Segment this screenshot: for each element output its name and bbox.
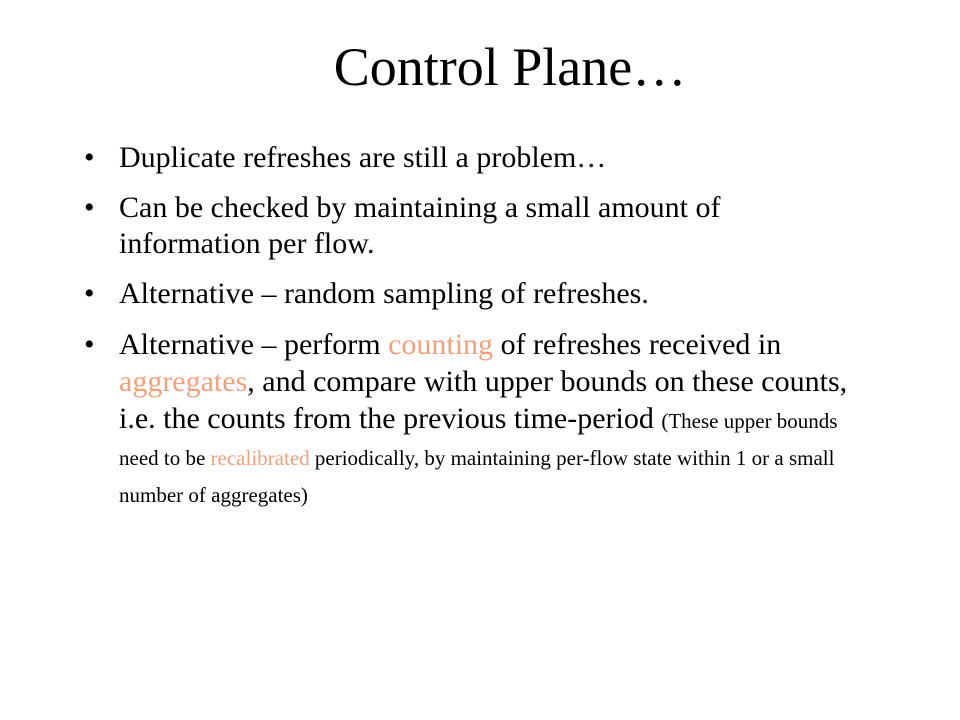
bullet-dot: • <box>84 141 95 174</box>
bullet-text: Alternative – random sampling of refreshes. <box>119 277 649 310</box>
note-text-part: periodically, by maintaining per-flow state within 1 or a small number of aggregates) <box>119 446 835 507</box>
bullet-list <box>84 140 864 525</box>
bullet-text: Can be checked by maintaining a small amount of information per flow. <box>119 191 721 260</box>
bullet-item <box>84 190 864 262</box>
note-text-part: (These upper bounds need to be <box>119 409 838 470</box>
bullet-dot: • <box>84 191 95 224</box>
bullet-item <box>84 140 864 176</box>
bullet-dot: • <box>84 277 95 310</box>
slide-title: Control Plane… <box>333 37 687 97</box>
bullet-text-part: Alternative – perform <box>119 328 389 361</box>
bullet-item <box>84 276 864 312</box>
highlight-aggregates: aggregates <box>119 365 248 398</box>
bullet-text-part: , and compare with upper bounds on these counts, i.e. the counts from the previous time-period <box>119 365 848 435</box>
highlight-recalibrated: recalibrated <box>210 446 310 470</box>
bullet-text-part: of refreshes received in <box>493 328 782 361</box>
bullet-item <box>84 326 864 511</box>
bullet-dot: • <box>84 328 95 361</box>
bullet-text: Duplicate refreshes are still a problem… <box>119 141 607 174</box>
highlight-counting: counting <box>388 328 494 361</box>
